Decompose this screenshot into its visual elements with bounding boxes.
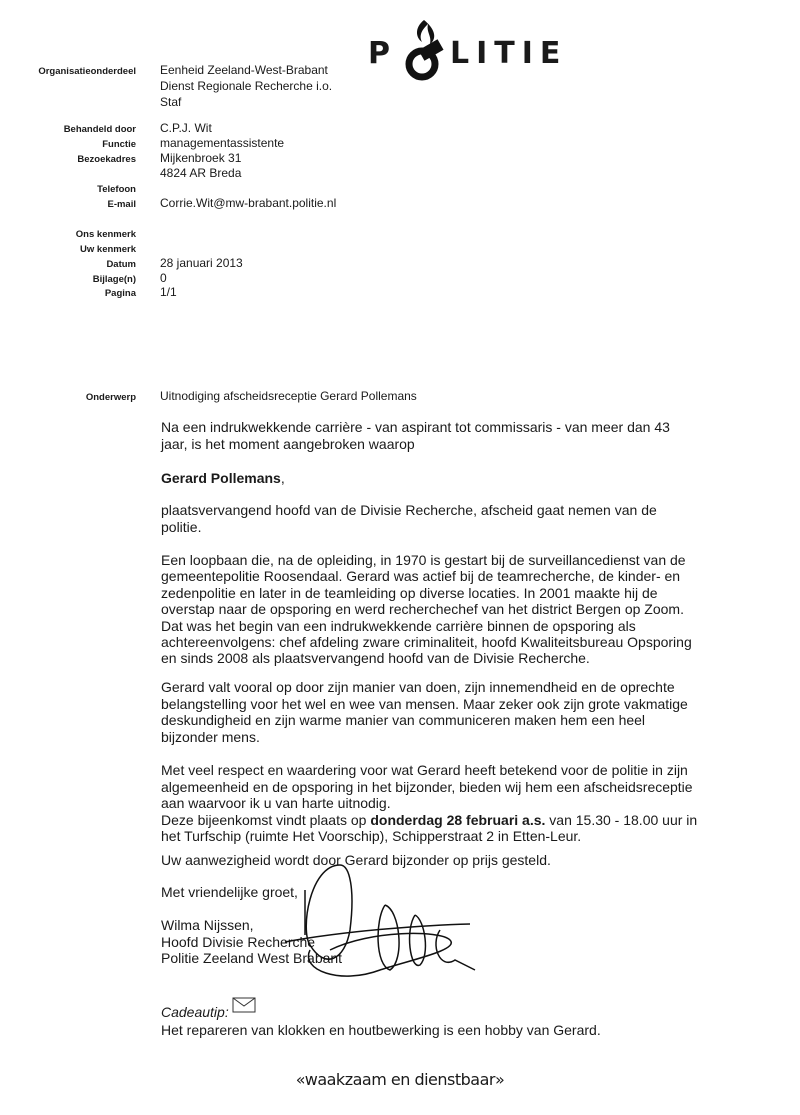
meta-label: Organisatieonderdeel (38, 66, 136, 77)
invitation-paragraph (161, 762, 761, 845)
career-paragraph (161, 552, 761, 667)
meta-value: Staf (160, 95, 182, 109)
meta-row (0, 271, 800, 286)
meta-value: 1/1 (160, 285, 177, 299)
text-line: en sinds 2008 als plaatsvervangend hoofd van de Divisie Recherche. (161, 650, 590, 667)
closing-line: Met vriendelijke groet, (161, 884, 298, 900)
text-line: aan waarvoor ik u van harte uitnodig. (161, 795, 391, 812)
meta-value: managementassistente (160, 136, 285, 150)
meta-row (0, 136, 800, 151)
honoree-name-text: Gerard Pollemans (161, 470, 281, 486)
meta-label: Telefoon (97, 184, 136, 195)
text-line: bijzonder mens. (161, 728, 260, 745)
role-paragraph (161, 502, 761, 535)
meta-label: Pagina (104, 288, 136, 299)
logo-text-litie: LITIE (450, 36, 568, 71)
handwritten-signature (270, 860, 570, 990)
meta-label: Datum (106, 259, 136, 270)
meta-label: Behandeld door (63, 124, 136, 135)
event-date: donderdag 28 februari a.s. (370, 811, 546, 828)
signer-organisation: Politie Zeeland West Brabant (161, 950, 343, 967)
meta-value: C.P.J. Wit (160, 121, 212, 135)
meta-label: Functie (102, 139, 136, 150)
meta-row (0, 241, 800, 256)
meta-row (0, 63, 800, 78)
meta-row (0, 166, 800, 181)
meta-row (0, 121, 800, 136)
meta-label: Uw kenmerk (80, 244, 136, 255)
meta-row (0, 226, 800, 241)
envelope-icon (232, 997, 256, 1013)
subject-value: Uitnodiging afscheidsreceptie Gerard Pollemans (160, 389, 417, 403)
signer-name: Wilma Nijssen, (161, 917, 254, 933)
text-line: algemeenheid en de opsporing in het bijzonder, bieden wij hem een afscheidsreceptie (161, 778, 693, 795)
meta-value: Dienst Regionale Recherche i.o. (160, 79, 333, 93)
intro-paragraph (161, 419, 761, 452)
event-time: van 15.30 - 18.00 uur in (545, 811, 698, 828)
meta-row (0, 196, 800, 211)
text-line: Na een indrukwekkende carrière - van aspirant tot commissaris - van meer dan 43 (161, 419, 670, 435)
personality-paragraph (161, 679, 761, 745)
subject-label: Onderwerp (85, 392, 136, 403)
text-line: gemeentepolitie Roosendaal. Gerard was actief bij de teamrecherche, de kinder- en (161, 568, 681, 585)
comma: , (280, 470, 285, 486)
meta-row (0, 151, 800, 166)
meta-row (0, 285, 800, 300)
event-location: het Turfschip (ruimte Het Voorschip), Schipperstraat 2 in Etten-Leur. (161, 828, 582, 845)
gift-text: Het repareren van klokken en houtbewerking is een hobby van Gerard. (161, 1022, 601, 1038)
meta-value: 4824 AR Breda (160, 166, 242, 180)
text-line: plaatsvervangend hoofd van de Divisie Recherche, afscheid gaat nemen van de (161, 502, 657, 518)
text-line: Met veel respect en waardering voor wat Gerard heeft betekend voor de politie in zijn (161, 762, 688, 778)
event-prefix: Deze bijeenkomst vindt plaats op (161, 811, 371, 828)
signer-title: Hoofd Divisie Recherche (161, 933, 316, 950)
meta-label: Bijlage(n) (92, 274, 136, 285)
text-line: politie. (161, 518, 202, 535)
text-line: achtereenvolgens: chef afdeling zware criminaliteit, hoofd Kwaliteitsbureau Opsporing (161, 634, 692, 651)
meta-row (0, 95, 800, 110)
meta-value: Mijkenbroek 31 (160, 151, 242, 165)
text-line: zedenpolitie en later in de teamleiding op diverse locaties. In 2001 maakte hij de (161, 584, 658, 601)
subject-row (0, 389, 800, 404)
text-line: Dat was het begin van een indrukwekkende carrière binnen de opsporing als (161, 617, 636, 634)
meta-row (0, 181, 800, 196)
meta-value: Eenheid Zeeland-West-Brabant (160, 63, 328, 77)
logo-text-p: P (368, 36, 397, 71)
text-line: Gerard valt vooral op door zijn manier van doen, zijn innemendheid en de oprechte (161, 679, 675, 695)
meta-row (0, 256, 800, 271)
gift-label: Cadeautip: (161, 1004, 229, 1020)
meta-row (0, 79, 800, 94)
text-line: deskundigheid en zijn warme manier van communiceren maken hem een heel (161, 712, 646, 729)
meta-label: Bezoekadres (77, 154, 136, 165)
text-line: jaar, is het moment aangebroken waarop (161, 435, 415, 452)
meta-value: Corrie.Wit@mw-brabant.politie.nl (160, 196, 337, 210)
text-line: overstap naar de opsporing en werd recherchechef van het district Bergen op Zoom. (161, 601, 684, 618)
meta-value: 28 januari 2013 (160, 256, 243, 270)
text-line: Een loopbaan die, na de opleiding, in 1970 is gestart bij de surveillancedienst van de (161, 552, 686, 568)
honoree-name (161, 470, 761, 487)
text-line: belangstelling voor het wel en wee van mensen. Maar zeker ook zijn grote vakmatige (161, 695, 688, 712)
presence-line: Uw aanwezigheid wordt door Gerard bijzonder op prijs gesteld. (161, 852, 551, 868)
meta-label: Ons kenmerk (75, 229, 136, 240)
footer-slogan: «waakzaam en dienstbaar» (295, 1070, 505, 1089)
event-line (161, 812, 761, 829)
meta-label: E-mail (107, 199, 136, 210)
meta-value: 0 (160, 271, 167, 285)
